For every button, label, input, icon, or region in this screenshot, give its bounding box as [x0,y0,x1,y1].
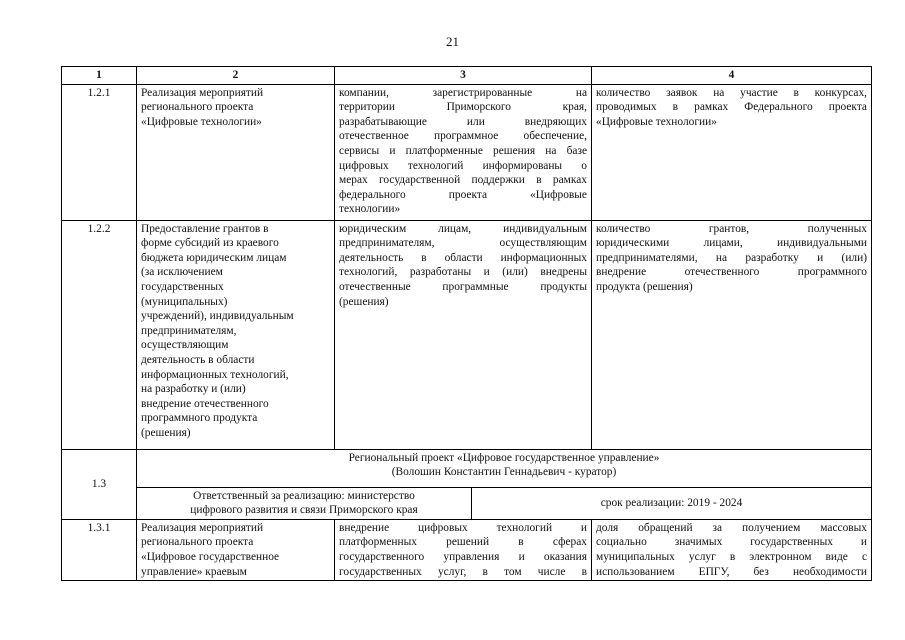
text-line: форме субсидий из краевого [141,237,279,250]
result-cell [335,220,592,449]
text-line: программного продукта [141,412,258,425]
text-line: Предоставление грантов в [141,222,269,235]
text-line: территории Приморского края, [339,101,587,114]
table-row [62,449,872,487]
text-line: отечественные программные продукты [339,280,587,293]
text-line: использованием ЕПГУ, без необходимости [596,565,867,578]
text-line: информационных технологий, [141,368,289,381]
table-row [62,84,872,220]
text-line: «Цифровое государственное [141,550,280,563]
project-title-cell [137,449,872,487]
column-header-1: 1 [62,67,137,85]
result-cell [335,84,592,220]
text-line: государственных услуг, в том числе в [339,565,587,578]
text-line: управление» краевым [141,565,247,578]
row-number: 1.3 [62,449,137,519]
row-number: 1.2.2 [62,220,137,449]
text-line: предпринимателям, осуществляющим [339,237,587,250]
column-header-3: 3 [335,67,592,85]
row-number: 1.2.1 [62,84,137,220]
column-header-4: 4 [592,67,872,85]
text-line: государственных [141,280,224,293]
text-line: (муниципальных) [141,295,228,308]
text-line: на разработку и (или) [141,383,246,396]
text-line: учреждений), индивидуальным [141,310,294,323]
text-line: Ответственный за реализацию: министерство [193,489,415,502]
text-line: «Цифровые технологии» [141,115,262,128]
text-line: цифровых технологий информированы о [339,159,587,172]
text-line: государственного управления и оказания [339,550,587,563]
text-line: внедрение цифровых технологий и [339,521,587,534]
text-line: внедрение отечественного программного [596,266,867,279]
project-title: Региональный проект «Цифровое государственное управление» [348,451,660,464]
text-line: юридическим лицам, индивидуальным [339,222,587,235]
indicator-cell [592,519,872,580]
result-cell [335,519,592,580]
text-line: проводимых в рамках Федерального проекта [596,101,867,114]
text-line: технологии» [339,203,401,216]
document-table [61,66,872,581]
text-line: предпринимателями, на разработку и (или) [596,251,867,264]
text-line: отечественное программное обеспечение, [339,130,587,143]
table-row [62,487,872,519]
text-line: муниципальных услуг в электронном виде с [596,550,867,563]
text-line: «Цифровые технологии» [596,115,717,128]
activity-cell [137,519,335,580]
project-curator: (Волошин Константин Геннадьевич - куратор) [391,466,617,479]
project-meta-cell [137,487,872,519]
text-line: юридическими лицами, индивидуальными [596,237,867,250]
text-line: цифрового развития и связи Приморского края [190,504,418,517]
text-line: осуществляющим [141,339,229,352]
text-line: деятельность в области информационных [339,251,587,264]
activity-cell [137,220,335,449]
text-line: социально значимых государственных и [596,536,867,549]
table-row [62,519,872,580]
activity-cell [137,84,335,220]
responsible-cell [137,488,472,519]
text-line: мерах государственной поддержки в рамках [339,174,587,187]
text-line: сервисы и платформенные решения на базе [339,144,587,157]
text-line: доля обращений за получением массовых [596,521,867,534]
term-text: срок реализации: 2019 - 2024 [600,496,743,509]
text-line: компании, зарегистрированные на [339,86,587,99]
text-line: регионального проекта [141,101,254,114]
indicator-cell [592,84,872,220]
text-line: внедрение отечественного [141,397,269,410]
text-line: регионального проекта [141,536,254,549]
table-header-row [62,67,872,85]
text-line: (за исключением [141,266,223,279]
text-line: разрабатывающие или внедряющих [339,115,587,128]
text-line: технологий, разработаны и (или) внедрены [339,266,587,279]
page-number: 21 [446,34,459,49]
text-line: количество грантов, полученных [596,222,867,235]
term-cell [472,488,871,519]
indicator-cell [592,220,872,449]
text-line: количество заявок на участие в конкурсах, [596,86,867,99]
text-line: Реализация мероприятий [141,521,264,534]
text-line: предпринимателям, [141,324,237,337]
text-line: бюджета юридическим лицам [141,251,287,264]
text-line: (решения) [141,426,191,439]
text-line: продукта (решения) [596,280,693,293]
text-line: (решения) [339,295,389,308]
text-line: деятельность в области [141,353,255,366]
text-line: платформенных решений в сферах [339,536,587,549]
text-line: федерального проекта «Цифровые [339,188,587,201]
column-header-2: 2 [137,67,335,85]
text-line: Реализация мероприятий [141,86,264,99]
row-number: 1.3.1 [62,519,137,580]
table-row [62,220,872,449]
